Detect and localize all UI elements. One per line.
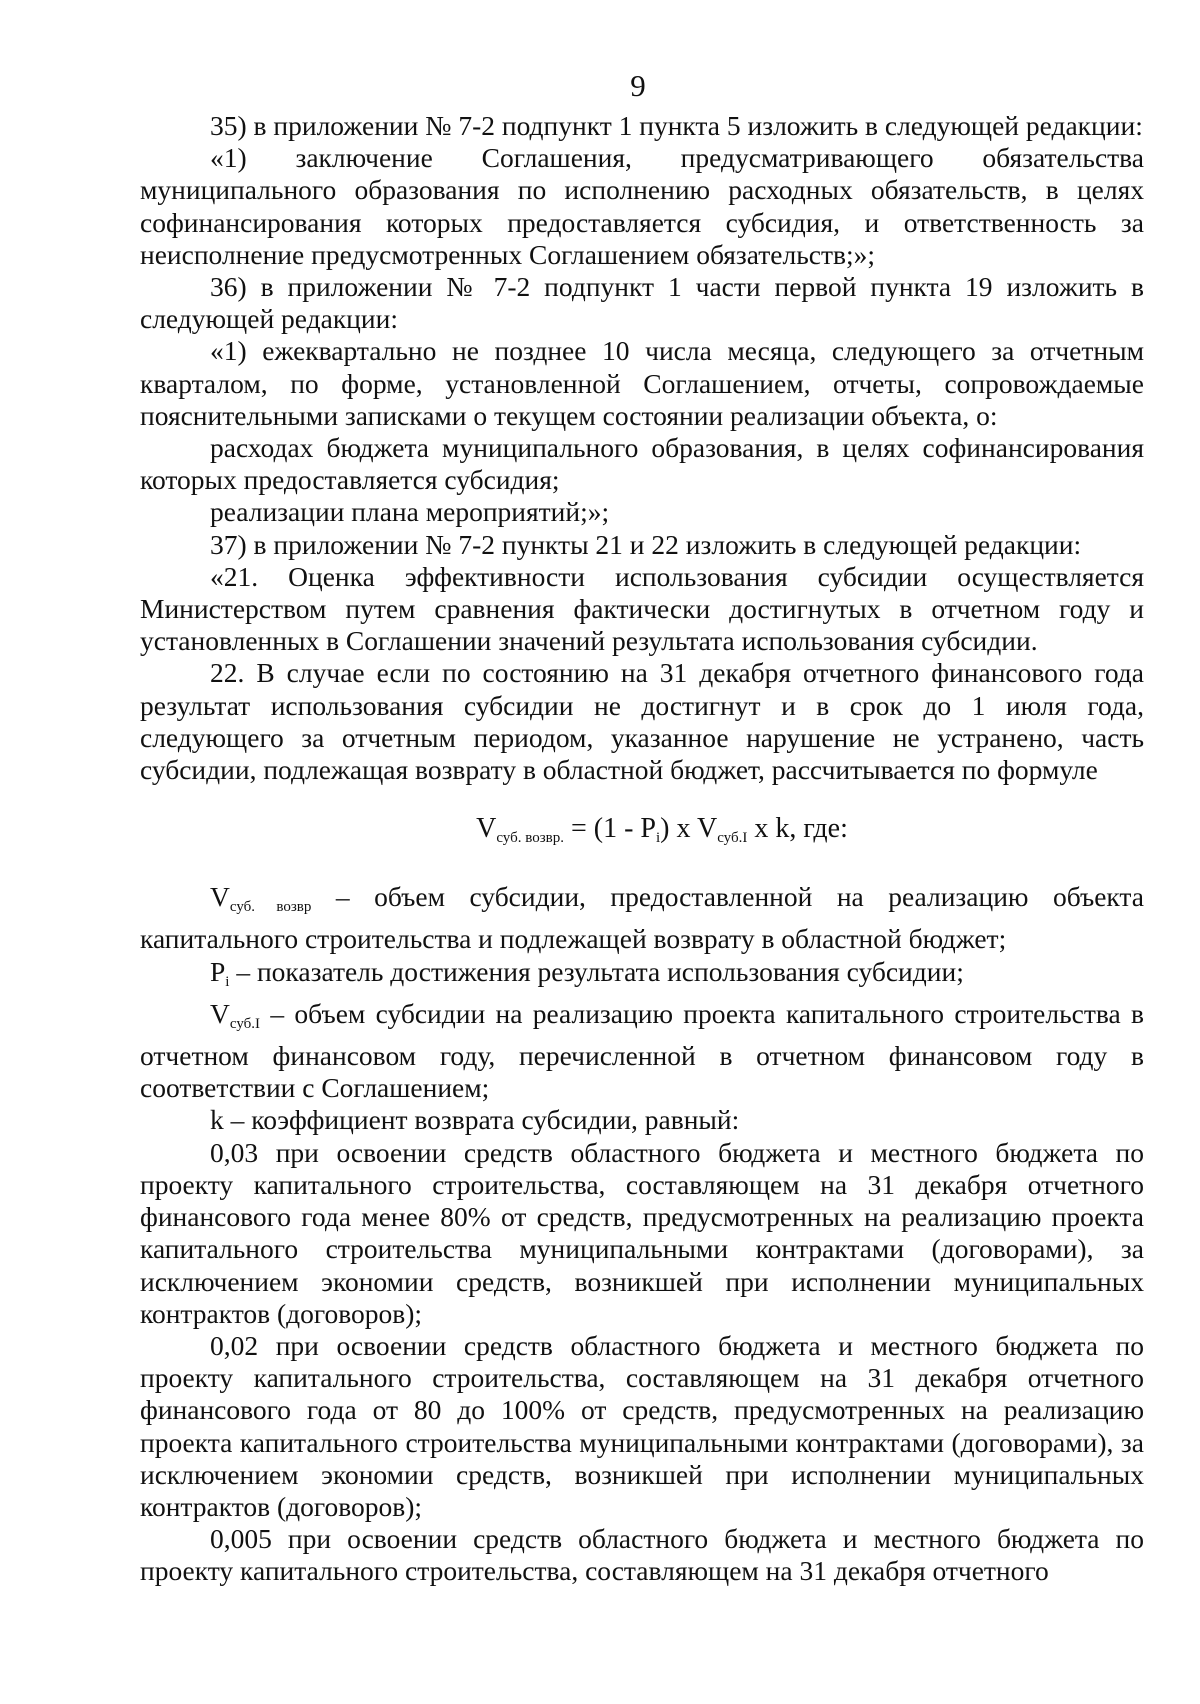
- paragraph-35: 35) в приложении № 7-2 подпункт 1 пункта 5 изложить в следующей редакции:: [210, 110, 1143, 141]
- formula-middle-2: ) x V: [660, 813, 718, 845]
- definition-p-text: – показатель достижения результата использования субсидии;: [229, 955, 964, 987]
- coefficient-002: 0,02 при освоении средств областного бюджета и местного бюджета по проекту капитального строительства, составляющем на 31 декабря отчетного финансового года от 80 до 100% от средств, предусмотренных на реализацию проекта капитального строительства муниципальными контрактами (договорами), за исключением экономии средств, возникшей при исполнении муниципальных контрактов (договоров);: [140, 1329, 1144, 1522]
- paragraph-36-quote: «1) ежеквартально не позднее 10 числа месяца, следующего за отчетным кварталом, по форме, установленной Соглашением, отчеты, сопровождаемые пояснительными записками о текущем состоянии реализации объекта, о:: [140, 335, 1144, 431]
- definition-v-returned: [140, 881, 1144, 955]
- coefficient-0005: 0,005 при освоении средств областного бюджета и местного бюджета по проекту капитального строительства, составляющем на 31 декабря отчетного: [140, 1523, 1144, 1587]
- definition-v-text: – объем субсидии, предоставленной на реализацию объекта капитального строительства и подлежащей возврату в областной бюджет;: [140, 881, 1144, 955]
- coefficient-003: 0,03 при освоении средств областного бюджета и местного бюджета по проекту капитального строительства, составляющем на 31 декабря отчетного финансового года менее 80% от средств, предусмотренных на реализацию проекта капитального строительства муниципальными контрактами (договорами), за исключением экономии средств, возникшей при исполнении муниципальных контрактов (договоров);: [140, 1136, 1144, 1329]
- paragraph-22: 22. В случае если по состоянию на 31 декабря отчетного финансового года результат использования субсидии не достигнут и в срок до 1 июля года, следующего за отчетным периодом, указанное нарушение не устранено, часть субсидии, подлежащая возврату в областной бюджет, рассчитывается по формуле: [140, 657, 1144, 786]
- definition-k: k – коэффициент возврата субсидии, равный:: [210, 1104, 740, 1136]
- formula-v-subscript: суб. возвр.: [496, 830, 564, 847]
- definition-v-subscript: суб. возвр: [229, 899, 312, 916]
- definition-vi-subscript: суб.I: [229, 1015, 261, 1032]
- definition-p-symbol: P: [210, 955, 226, 987]
- definition-vi-text: – объем субсидии на реализацию проекта капитального строительства в отчетном финансовом году, перечисленной в отчетном финансовом году в соответствии с Соглашением;: [140, 997, 1144, 1104]
- paragraph-37: 37) в приложении № 7-2 пункты 21 и 22 изложить в следующей редакции:: [210, 528, 1082, 560]
- formula-p-subscript: i: [655, 830, 661, 847]
- definition-p-subscript: i: [225, 973, 230, 990]
- formula: [140, 812, 1144, 855]
- definition-v-symbol: V: [210, 881, 230, 913]
- paragraph-plan: реализации плана мероприятий;»;: [210, 496, 610, 528]
- formula-v-symbol: V: [476, 813, 497, 845]
- document-body: [140, 110, 1144, 1588]
- formula-middle-1: = (1 - P: [563, 813, 656, 845]
- page-number: 9: [630, 68, 646, 103]
- definition-vi-symbol: V: [210, 997, 230, 1029]
- paragraph-expenses: расходах бюджета муниципального образования, в целях софинансирования которых предоставляется субсидия;: [140, 432, 1144, 496]
- paragraph-36: 36) в приложении № 7-2 подпункт 1 части первой пункта 19 изложить в следующей редакции:: [140, 271, 1144, 335]
- paragraph-35-quote: «1) заключение Соглашения, предусматривающего обязательства муниципального образования по исполнению расходных обязательств, в целях софинансирования которых предоставляется субсидия, и ответственность за неисполнение предусмотренных Соглашением обязательств;»;: [140, 142, 1144, 270]
- formula-v2-subscript: суб.I: [717, 830, 748, 847]
- definition-pi: [140, 956, 1144, 998]
- formula-tail: x k, где:: [747, 813, 848, 845]
- definition-v-i: [140, 998, 1144, 1105]
- paragraph-21: «21. Оценка эффективности использования субсидии осуществляется Министерством путем сравнения фактически достигнутых в отчетном году и установленных в Соглашении значений результата использования субсидии.: [140, 560, 1144, 657]
